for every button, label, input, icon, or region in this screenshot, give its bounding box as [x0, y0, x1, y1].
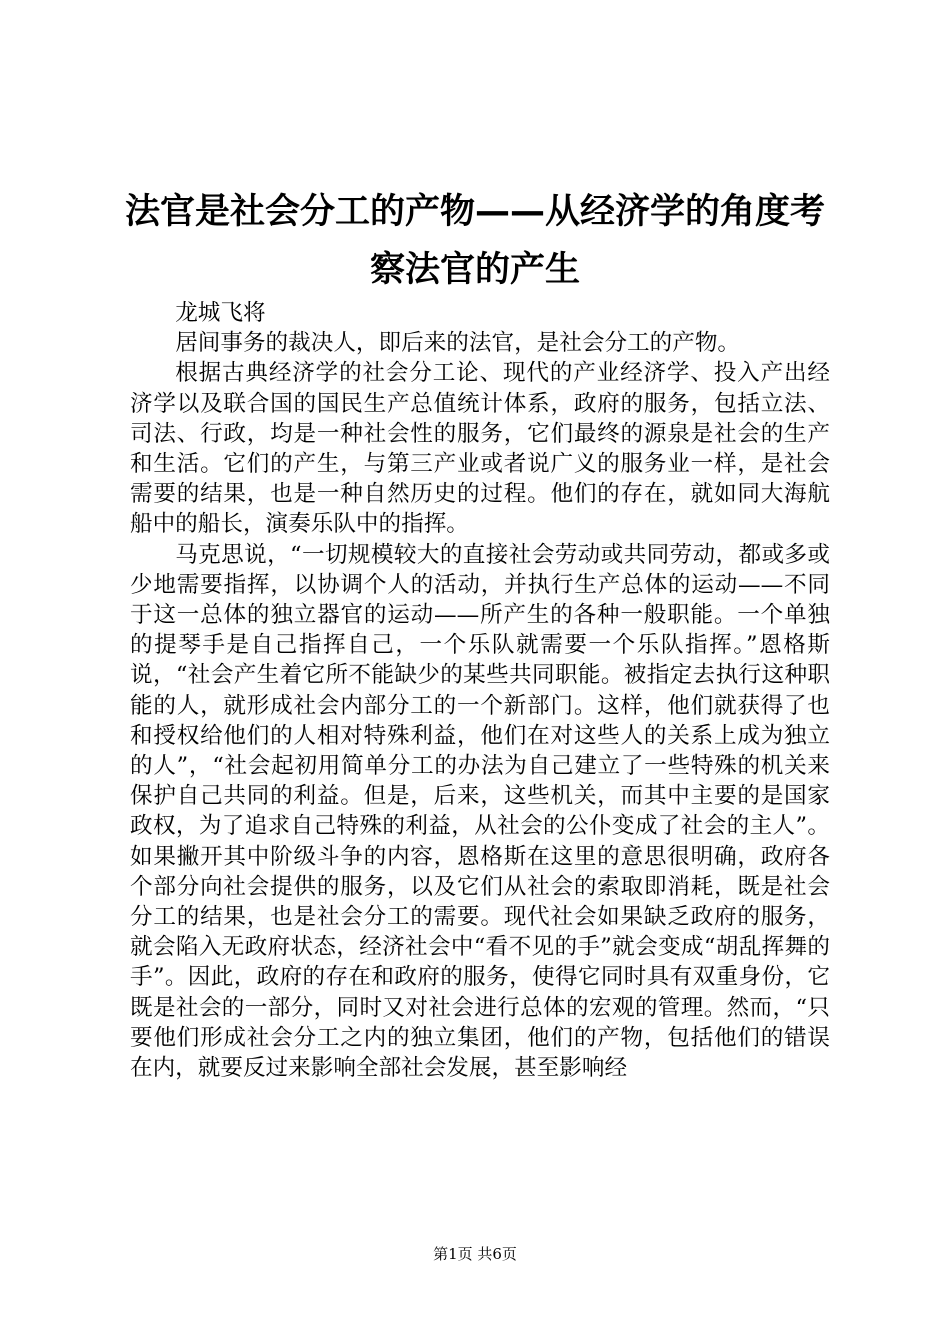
paragraph: 居间事务的裁决人，即后来的法官，是社会分工的产物。 — [175, 330, 741, 357]
author-line: 龙城飞将 — [175, 300, 266, 326]
paragraph: 根据古典经济学的社会分工论、现代的产业经济学、投入产出经济学以及联合国的国民生产总值统计体系，政府的服务，包括立法、司法、行政，均是一种社会性的服务，它们最终的源泉是社会的生产和生活。它们的产生，与第三产业或者说广义的服务业一样，是社会需要的结果，也是一种自然历史的过程。他们的存在，就如同大海航船中的船长，演奏乐队中的指挥。 — [130, 360, 830, 538]
title-line-1: 法官是社会分工的产物——从经济学的角度考 — [124, 192, 825, 232]
page-footer: 第1页 共6页 — [433, 1245, 517, 1263]
document-title — [110, 183, 840, 299]
document-body — [130, 298, 830, 1083]
paragraph: 马克思说，“一切规模较大的直接社会劳动或共同劳动，都或多或少地需要指挥，以协调个人的活动，并执行生产总体的运动——不同于这一总体的独立器官的运动——所产生的各种一般职能。一个单独的提琴手是自己指挥自己，一个乐队就需要一个乐队指挥。”恩格斯说，“社会产生着它所不能缺少的某些共同职能。被指定去执行这种职能的人，就形成社会内部分工的一个新部门。这样，他们就获得了也和授权给他们的人相对特殊利益，他们在对这些人的关系上成为独立的人”，“社会起初用简单分工的办法为自己建立了一些特殊的机关来保护自己共同的利益。但是，后来，这些机关，而其中主要的是国家政权，为了追求自己特殊的利益，从社会的公仆变成了社会的主人”。如果撇开其中阶级斗争的内容，恩格斯在这里的意思很明确，政府各个部分向社会提供的服务，以及它们从社会的索取即消耗，既是社会分工的结果，也是社会分工的需要。现代社会如果缺乏政府的服务，就会陷入无政府状态，经济社会中“看不见的手”就会变成“胡乱挥舞的手”。因此，政府的存在和政府的服务，使得它同时具有双重身份，它既是社会的一部分，同时又对社会进行总体的宏观的管理。然而，“只要他们形成社会分工之内的独立集团，他们的产物，包括他们的错误在内，就要反过来影响全部社会发展，甚至影响经 — [130, 541, 830, 1082]
title-line-2: 察法官的产生 — [369, 250, 580, 290]
